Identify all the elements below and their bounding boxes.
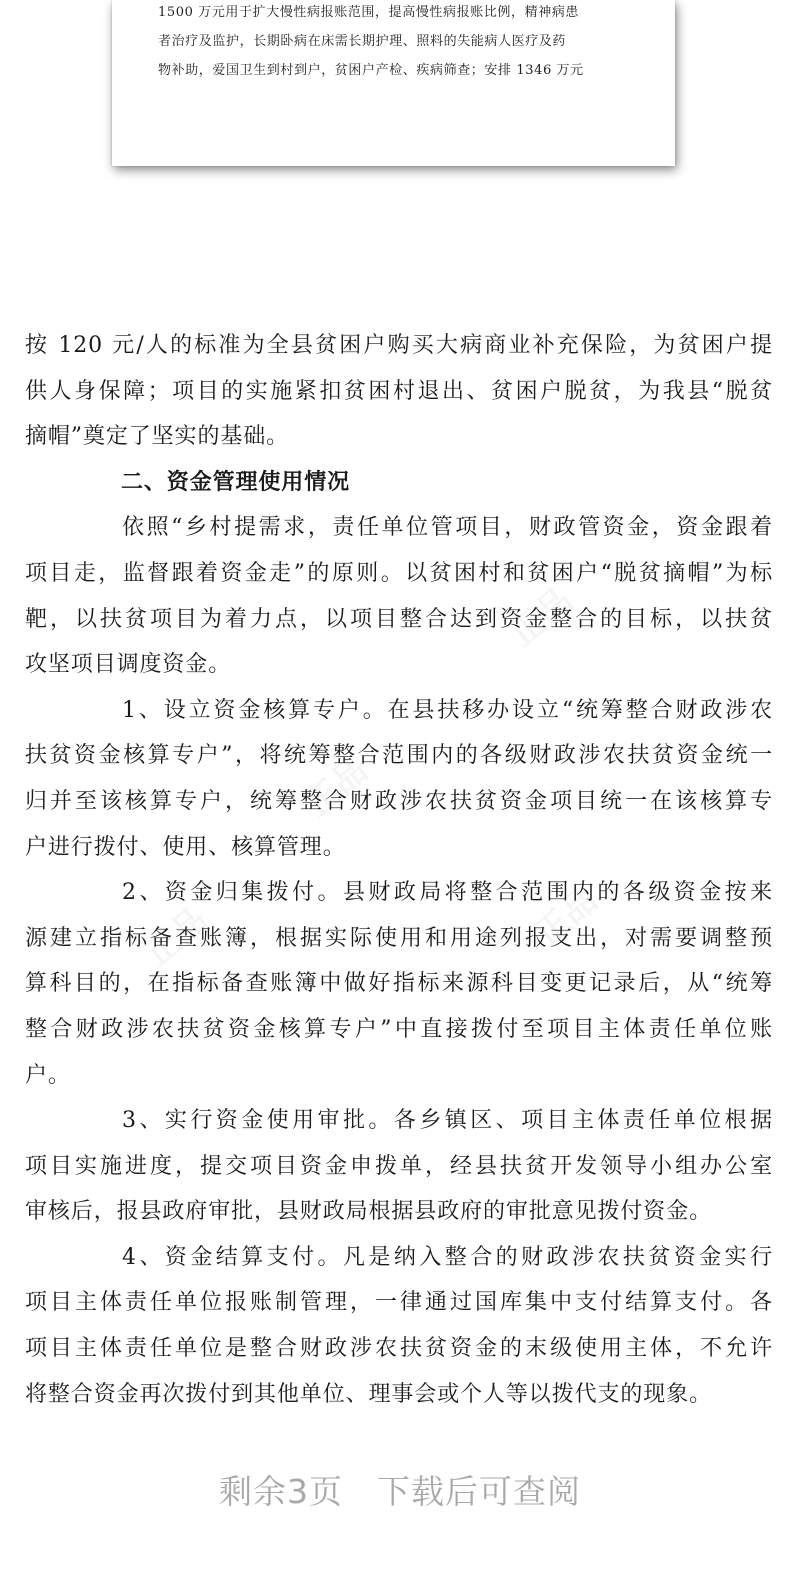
download-hint-label: 下载后可查阅 xyxy=(377,1472,581,1511)
body-line: 攻坚项目调度资金。 xyxy=(25,652,232,678)
body-line: 扶贫资金核算专户”，将统筹整合范围内的各级财政涉农扶贫资金统一 xyxy=(25,743,773,769)
body-line: 项目走，监督跟着资金走”的原则。以贫困村和贫困户“脱贫摘帽”为标 xyxy=(25,560,773,586)
body-line: 归并至该核算专户，统筹整合财政涉农扶贫资金项目统一在该核算专 xyxy=(25,788,773,814)
document-page-preview xyxy=(112,0,675,166)
section-heading: 二、资金管理使用情况 xyxy=(121,469,351,495)
preview-line: 者治疗及监护，长期卧病在床需长期护理、照料的失能病人医疗及药 xyxy=(158,34,567,49)
remaining-pages-label: 剩余3页 xyxy=(219,1472,343,1511)
body-line: 4、资金结算支付。凡是纳入整合的财政涉农扶贫资金实行 xyxy=(122,1244,773,1270)
preview-text xyxy=(158,0,635,85)
body-line: 源建立指标备查账簿，根据实际使用和用途列报支出，对需要调整预 xyxy=(25,925,773,951)
body-line: 2、资金归集拨付。县财政局将整合范围内的各级资金按来 xyxy=(122,880,773,906)
preview-line: 1500 万元用于扩大慢性病报账范围，提高慢性病报账比例，精神病患 xyxy=(158,5,580,20)
body-line: 供人身保障；项目的实施紧扣贫困村退出、贫困户脱贫，为我县“脱贫 xyxy=(25,378,773,404)
body-line: 项目实施进度，提交项目资金申拨单，经县扶贫开发领导小组办公室 xyxy=(25,1153,773,1179)
body-line: 整合财政涉农扶贫资金核算专户”中直接拨付至项目主体责任单位账 xyxy=(25,1016,773,1042)
body-line: 户。 xyxy=(25,1062,71,1088)
body-line: 按 120 元/人的标准为全县贫困户购买大病商业补充保险，为贫困户提 xyxy=(25,333,773,358)
preview-line: 物补助，爱国卫生到村到户，贫困户产检、疾病筛查；安排 1346 万元 xyxy=(158,63,584,78)
remaining-pages-banner[interactable] xyxy=(0,1466,800,1513)
body-line: 审核后，报县政府审批，县财政局根据县政府的审批意见拨付资金。 xyxy=(25,1199,713,1225)
body-line: 项目主体责任单位报账制管理，一律通过国库集中支付结算支付。各 xyxy=(25,1290,773,1316)
body-line: 依照“乡村提需求，责任单位管项目，财政管资金，资金跟着 xyxy=(122,515,773,541)
body-line: 1、设立资金核算专户。在县扶移办设立“统筹整合财政涉农 xyxy=(122,697,773,723)
body-line: 靶，以扶贫项目为着力点，以项目整合达到资金整合的目标，以扶贫 xyxy=(25,606,773,632)
body-line: 将整合资金再次拨付到其他单位、理事会或个人等以拨代支的现象。 xyxy=(25,1381,713,1407)
body-line: 摘帽”奠定了坚实的基础。 xyxy=(25,424,290,450)
document-body xyxy=(25,323,773,1417)
body-line: 3、实行资金使用审批。各乡镇区、项目主体责任单位根据 xyxy=(122,1108,773,1134)
body-line: 算科目的，在指标备查账簿中做好指标来源科目变更记录后，从“统筹 xyxy=(25,971,773,997)
body-line: 项目主体责任单位是整合财政涉农扶贫资金的末级使用主体，不允许 xyxy=(25,1336,773,1362)
body-line: 户进行拨付、使用、核算管理。 xyxy=(25,834,346,860)
